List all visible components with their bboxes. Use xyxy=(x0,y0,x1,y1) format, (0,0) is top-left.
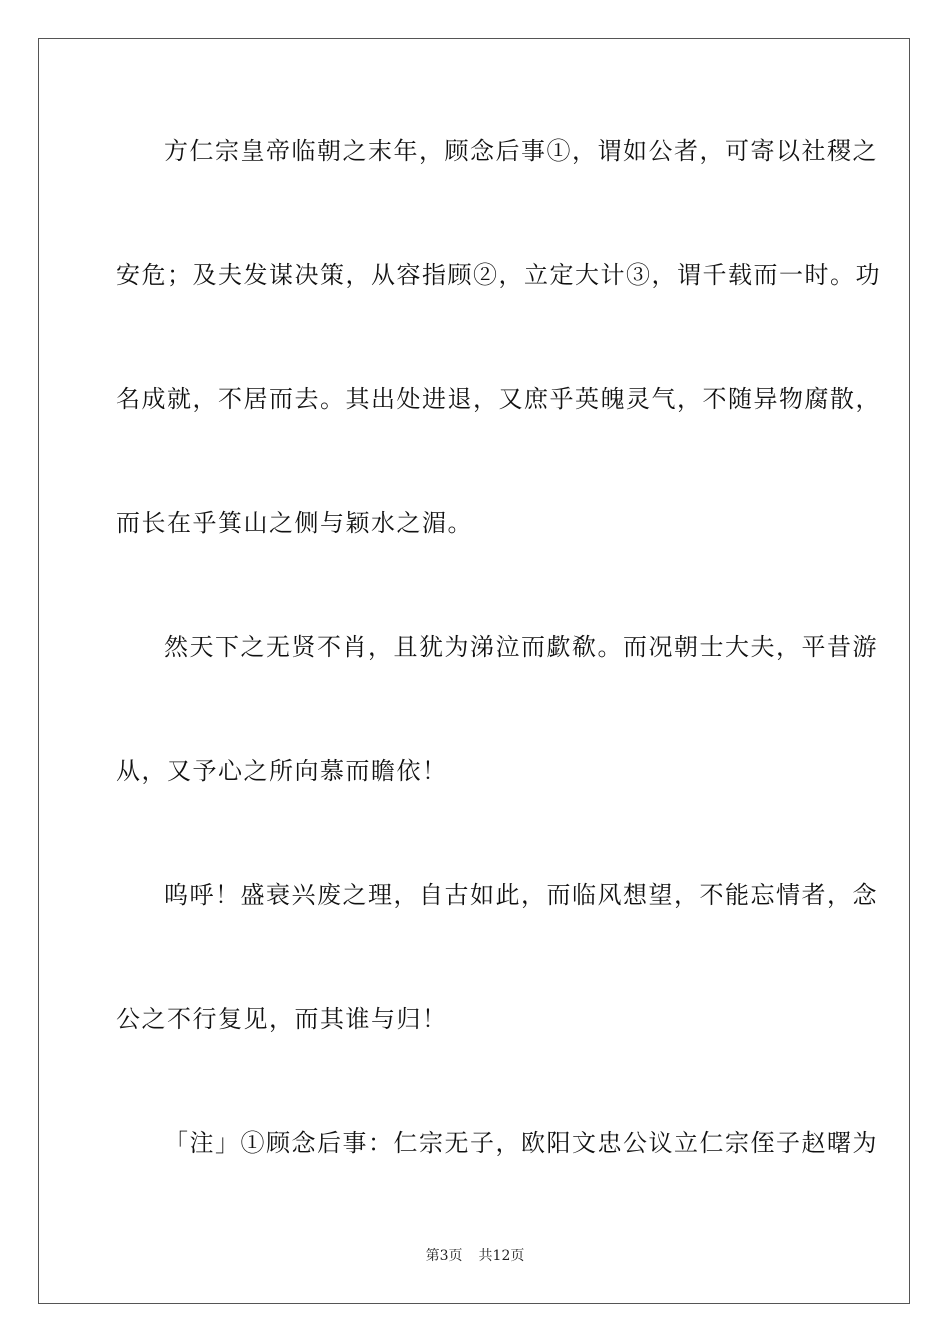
paragraph-1-line-4: 而长在乎箕山之侧与颖水之湄。 xyxy=(116,509,473,537)
page-number: 第3页 xyxy=(425,1248,463,1264)
page-footer xyxy=(0,1246,950,1266)
page-total: 共12页 xyxy=(478,1248,525,1264)
paragraph-3-line-2: 公之不行复见，而其谁与归！ xyxy=(116,1005,448,1033)
paragraph-3-line-1: 呜呼！盛衰兴废之理，自古如此，而临风想望，不能忘情者，念 xyxy=(164,881,878,909)
paragraph-1-line-1: 方仁宗皇帝临朝之末年，顾念后事①，谓如公者，可寄以社稷之 xyxy=(164,137,878,165)
annotation-line-1: 「注」①顾念后事：仁宗无子，欧阳文忠公议立仁宗侄子赵曙为 xyxy=(164,1129,878,1157)
paragraph-1-line-3: 名成就，不居而去。其出处进退，又庶乎英魄灵气，不随异物腐散， xyxy=(116,385,881,413)
page-border xyxy=(38,38,910,1304)
paragraph-2-line-2: 从，又予心之所向慕而瞻依！ xyxy=(116,757,448,785)
paragraph-1-line-2: 安危；及夫发谋决策，从容指顾②，立定大计③，谓千载而一时。功 xyxy=(116,261,881,289)
paragraph-2-line-1: 然天下之无贤不肖，且犹为涕泣而歔欷。而况朝士大夫，平昔游 xyxy=(164,633,878,661)
